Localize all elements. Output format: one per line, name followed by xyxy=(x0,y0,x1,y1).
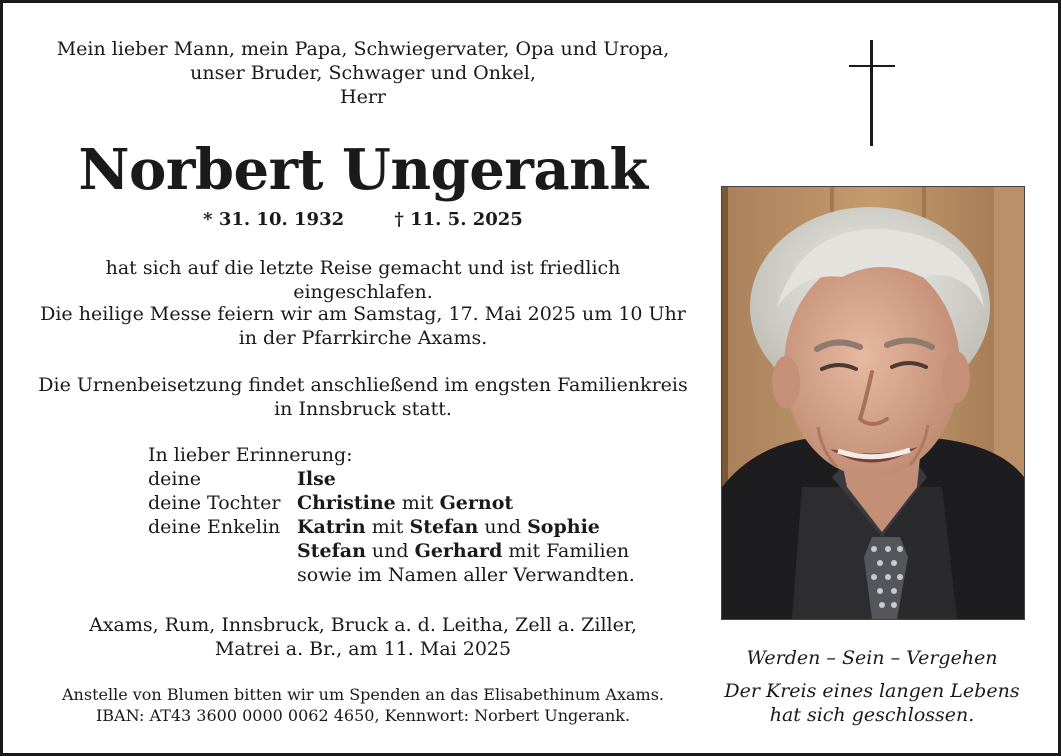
mourner-names xyxy=(297,563,635,587)
mourner-name: Gerhard xyxy=(414,540,503,562)
mourner-name: Stefan xyxy=(409,516,479,538)
mourner-names xyxy=(297,515,600,539)
mourner-row xyxy=(148,515,635,539)
mourner-relation xyxy=(148,563,297,587)
deceased-name: Norbert Ungerank xyxy=(78,137,648,203)
mourner-row xyxy=(148,491,635,515)
mourner-name: Katrin xyxy=(297,516,366,538)
mourner-names xyxy=(297,539,629,563)
mourner-relation: deine xyxy=(148,468,201,490)
mourner-name: Gernot xyxy=(439,492,514,514)
quote-line: Werden – Sein – Vergehen xyxy=(746,647,998,669)
places-line: Matrei a. Br., am 11. Mai 2025 xyxy=(214,638,512,660)
mass-announcement xyxy=(33,302,693,350)
intro-line: Herr xyxy=(340,86,386,108)
birth-date: * 31. 10. 1932 xyxy=(203,209,345,230)
passing-announcement: hat sich auf die letzte Reise gemacht und ist friedlich eingeschlafen. xyxy=(105,257,621,303)
mourner-row xyxy=(148,539,635,563)
mourners-rows xyxy=(148,467,635,587)
mourner-relation: deine Tochter xyxy=(148,492,281,514)
mourner-name: Stefan xyxy=(297,540,366,562)
mourner-row xyxy=(148,467,635,491)
donation-line: Anstelle von Blumen bitten wir um Spenden an das Elisabethinum Axams. xyxy=(62,685,664,704)
intro-line: unser Bruder, Schwager und Onkel, xyxy=(190,62,536,84)
quote-line: hat sich geschlossen. xyxy=(769,704,975,726)
burial-line: Die Urnenbeisetzung findet anschließend im engsten Familienkreis xyxy=(38,374,688,396)
mourner-name: Ilse xyxy=(297,468,336,490)
portrait-image xyxy=(722,187,1024,619)
mourner-connector: sowie im Namen aller Verwandten. xyxy=(297,564,635,586)
intro-line: Mein lieber Mann, mein Papa, Schwiegervater, Opa und Uropa, xyxy=(56,38,670,60)
burial-announcement xyxy=(33,373,693,421)
mourner-relation xyxy=(148,539,297,563)
mass-line: Die heilige Messe feiern wir am Samstag, 17. Mai 2025 um 10 Uhr xyxy=(40,303,686,325)
mourner-name: Christine xyxy=(297,492,396,514)
mourner-name: Sophie xyxy=(527,516,600,538)
closing-quote xyxy=(703,646,1041,727)
cross-icon xyxy=(849,40,895,146)
mourners-heading: In lieber Erinnerung: xyxy=(148,444,353,466)
places-line: Axams, Rum, Innsbruck, Bruck a. d. Leitha, Zell a. Ziller, xyxy=(89,614,637,636)
burial-line: in Innsbruck statt. xyxy=(274,398,452,420)
mass-line: in der Pfarrkirche Axams. xyxy=(238,327,488,349)
places-and-date xyxy=(33,613,693,661)
mourner-connector: und xyxy=(365,540,415,562)
mourner-connector: mit xyxy=(395,492,440,514)
mourner-row xyxy=(148,563,635,587)
intro-text xyxy=(33,37,693,109)
donation-note xyxy=(33,684,693,726)
mourner-relation: deine Enkelin xyxy=(148,516,281,538)
mourner-connector: und xyxy=(478,516,528,538)
mourner-names xyxy=(297,491,513,515)
mourner-names xyxy=(297,467,336,491)
mourner-connector: mit Familien xyxy=(502,540,630,562)
life-dates xyxy=(33,209,693,230)
quote-line: Der Kreis eines langen Lebens xyxy=(724,680,1020,702)
death-date: † 11. 5. 2025 xyxy=(394,209,523,230)
mourners-list xyxy=(148,443,635,587)
iban-line: IBAN: AT43 3600 0000 0062 4650, Kennwort: Norbert Ungerank. xyxy=(95,706,631,725)
mourner-connector: mit xyxy=(365,516,410,538)
portrait-photo xyxy=(721,186,1025,620)
